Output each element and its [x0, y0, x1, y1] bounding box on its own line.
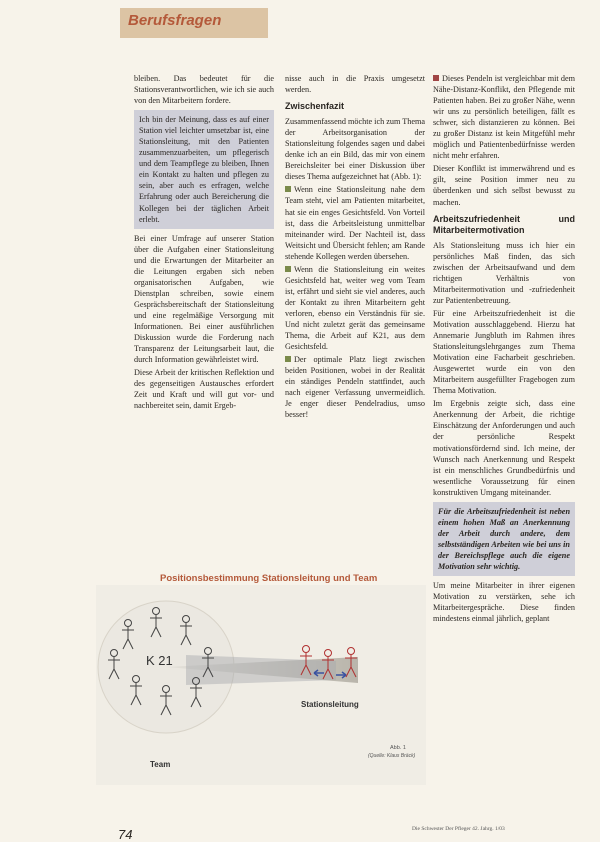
paragraph: Im Ergebnis zeigte sich, dass eine Anerkennung der Arbeit, die richtige Einschätzung der Anforderungen und auch der persönliche Respekt motivationsfördernd sind. Ich meine, der Wunsch nach Anerkennung und Respekt ist ein menschliches Grundbedürfnis und wesentliche Voraussetzung für einen konstruktiven Umgang miteinander.: [433, 399, 575, 497]
paragraph: Für eine Arbeitszufriedenheit ist die Motivation ausschlaggebend. Hierzu hat Annemarie Jungbluth im Rahmen ihres Stationsleitungslehrganges zum Thema Motivation eine Facharbeit geschrieben. Ausgewertet wurde ein von den Mitarbeitern ausgefüllter Fragebogen zum Thema Motivation.: [433, 308, 575, 396]
bullet-square-icon: [285, 186, 291, 192]
paragraph: [285, 184, 425, 261]
figure-credit: (Quelle: Klaus Bräck): [368, 753, 416, 759]
paragraph-text: Der optimale Platz liegt zwischen beiden Positionen, wobei in der Realität ein ständiges Pendeln stattfindet, auch nach eigener Verfassung unvermeidlich. Je enger dieser Pendelradius, umso besser!: [285, 355, 425, 420]
bullet-square-icon: [433, 75, 439, 81]
paragraph: Dieser Konflikt ist immerwährend und es gilt, seine Position immer neu zu überdenken und sich selbst bewusst zu machen.: [433, 164, 575, 207]
paragraph: [285, 264, 425, 352]
bullet-square-icon: [285, 266, 291, 272]
section-title: Berufsfragen: [128, 12, 222, 29]
paragraph: Zusammenfassend möchte ich zum Thema der Arbeitsorganisation der Stationsleitung folgendes sagen und dabei denke ich an ein Bild, das mir von einem Bereichsleiter bei einer Diskussion über dieses Thema aufgezeichnet hat (Abb. 1):: [285, 117, 425, 182]
article-column-3: [433, 73, 575, 626]
paragraph: Diese Arbeit der kritischen Reflektion und des gegenseitigen Austausches erfordert Zeit und Kraft und will gut vor- und nachbereitet sein, damit Ergeb-: [134, 368, 274, 411]
ward-label: K 21: [146, 653, 173, 668]
paragraph: nisse auch in die Praxis umgesetzt werden.: [285, 74, 425, 95]
team-label: Team: [150, 760, 171, 769]
paragraph: Um meine Mitarbeiter in ihrer eigenen Motivation zu verstärken, sehe ich Mitarbeitergespräche. Diese finden mindestens einmal jährlich, geplant: [433, 581, 575, 624]
article-column-1: [134, 73, 274, 413]
highlight-box: [433, 502, 575, 576]
paragraph: [285, 354, 425, 420]
subheading: Zwischenfazit: [285, 101, 345, 112]
highlight-text: Für die Arbeitszufriedenheit ist neben einem hohen Maß an Anerkennung der Arbeit durch andere, dem selbstständigen Arbeiten wie bei uns in der Bereichspflege auch die eigene Motivation sehr wichtig.: [438, 506, 570, 571]
highlight-text: Ich bin der Meinung, dass es auf einer Station viel leichter umsetzbar ist, eine Stationsleitung, mit den Patienten zusammenzuarbeiten, um pflegerisch und dem Teampflege zu bleiben, Ihnen ein Kontakt zu halten und pflegen zu sein, aber auch es erfragen, welche Erfahrung oder auch Bereicherung die Kollegen bei der täglichen Arbeit erlebt.: [139, 115, 269, 224]
paragraph: [433, 73, 575, 161]
position-diagram: [96, 585, 426, 785]
paragraph-text: Wenn eine Stationsleitung nahe dem Team steht, viel am Patienten mitarbeitet, hat sie ein enges Gesichtsfeld. Von Vorteil ist, dass die Arbeitsleistung unmittelbar miteinander wird. Der Nachteil ist, dass Weitsicht und Übersicht fehlen; am Rande stehende Kollegen werden übersehen.: [285, 185, 425, 261]
paragraph: Bei einer Umfrage auf unserer Station über die Aufgaben einer Stationsleitung und die Erwartungen der Mitarbeiter an die Leitungen ergaben sich neben organisatorischen Aufgaben, wie Dienstplan schreiben, sowie einem Gesprächsbereitschaft der Stationsleitung und eine regelmäßige Versorgung mit Informationen. Bei einer ausführlichen Diskussion wurde die Forderung nach Transparenz der Leitungsarbeit laut, die durch Information gewährleistet wird.: [134, 233, 274, 365]
paragraph-text: Wenn die Stationsleitung ein weites Gesichtsfeld hat, weiter weg vom Team ist, erfährt und sieht sie viel anderes, auch der Kontakt zu ihren Mitarbeitern geht verloren, ebenso ein Verständnis für sie. Und nicht zuletzt gerät das gemeinsame Thema, die Arbeit auf K21, aus dem Gesichtsfeld.: [285, 264, 425, 352]
lead-label: Stationsleitung: [301, 700, 359, 709]
paragraph-text: Dieses Pendeln ist vergleichbar mit dem Nähe-Distanz-Konflikt, den Pflegende mit Patienten haben. Bei zu großer Nähe, wenn wir uns zu persönlich beteiligen, fällt es schwer, sich distanzieren zu können. Bei zu großer Distanz ist kein Mitgefühl mehr möglich und Patientenbedürfnisse werden nicht mehr erfahren.: [433, 74, 575, 161]
paragraph: bleiben. Das bedeutet für die Stationsverantwortlichen, wie ich sie auch von den Mitarbeitern fordere.: [134, 74, 274, 106]
publication-source: Die Schwester Der Pfleger 42. Jahrg. 1/03: [412, 826, 505, 832]
article-column-2: [285, 73, 425, 422]
highlight-box: [134, 110, 274, 228]
figure-number: Abb. 1: [390, 745, 406, 751]
page-number: 74: [118, 827, 133, 842]
paragraph: Als Stationsleitung muss ich hier ein persönliches Maß finden, das sich zwischen der Arbeitsaufwand und dem richtigen Verhältnis von Mitarbeitermotivation und -zufriedenheit zur Patientenbetreuung.: [433, 240, 575, 305]
diagram-title: Positionsbestimmung Stationsleitung und Team: [160, 573, 378, 584]
subheading: Arbeitszufriedenheit und Mitarbeitermotivation: [433, 213, 575, 235]
bullet-square-icon: [285, 356, 291, 362]
